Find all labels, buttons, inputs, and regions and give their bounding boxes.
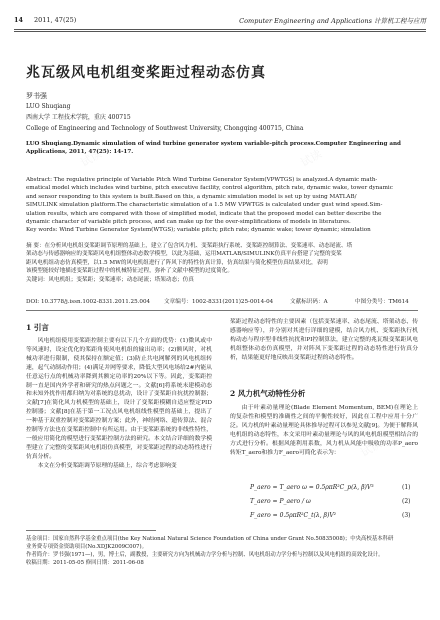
clc-number: 中图分类号：TM614 [355, 299, 409, 305]
equation: T_aero = P_aero / ω [250, 498, 311, 505]
author-en: LUO Shuqiang [26, 103, 71, 110]
abstract-cn-line: 距风电机组动态仿真模型，以1.5 MW的风电机组进行了阵风下的特性仿真计算，仿真结果与简化模型仿真结果对比，表明 [26, 259, 328, 266]
watermark: 试读 [298, 147, 325, 170]
footnote-line: 基金项目：国家自然科学基金重点项目(the Key National Natural Science Foundation of China under Grant No.50835008)；中央高校基本科研 [26, 536, 394, 542]
doi: DOI: 10.3778/j.issn.1002-8331.2011.25.004 [26, 299, 151, 305]
abstract-line: and sensor responding to this system is built.Based on this, a dynamic simulation model is set up by using MATLAB/ [26, 193, 357, 200]
abstract-cn-line: 摘 要：在分析风电机组变桨距调节原理的基础上，建立了包含风力机、变桨距执行系统、变桨距控制算法、变桨速率、动态尾流、塔 [26, 243, 353, 249]
affiliation-cn: 西南大学 工程技术学院，重庆 400715 [26, 114, 131, 121]
abstract-cn-line: 该模型能较好地描述变桨距过程中的机械特征过程，弥补了文献中模型的过度简化。 [26, 268, 233, 275]
section-title: 2 风力机气动特性分析 [230, 389, 306, 398]
affiliation-en: College of Engineering and Technology of Southwest University, Chongqing 400715, China [26, 125, 304, 132]
equation: F_aero = 0.5ρπR²C_t(λ, β)V² [250, 512, 337, 519]
paragraph: 桨距过程动态特性的主要因素（包括变桨速率、动态尾流、塔架动态、传感器响应等），并分别对其进行详细的建模，结合风力机、变桨距执行机构动态与程序型非线性抗扰和PI控制算法，建立完整的兆瓦级变桨距风电机组整体动态仿真模型，并对阵风下变桨距过程的动态特性进行仿真分析，结果能更好地反映出变桨距过程的动态特性。 [230, 319, 418, 361]
abstract-cn-line: 架动态与传感器响应的变桨距风电机组整体动态数学模型，以此为基础，运用MATLAB/SIMULINK仿真平台搭建了完整的变桨 [26, 251, 342, 258]
paragraph: 本文在分析变桨距调节原理的基础上，综合考虑影响变 [37, 462, 177, 469]
abstract-line: dynamic character of variable pitch process, and can make up for the over-simplifications of models in literatures. [26, 219, 351, 226]
citation-line: LUO Shuqiang.Dynamic simulation of wind turbine generator system variable-pitch process.Computer Engineering and [26, 141, 401, 147]
watermark: 试读 [178, 357, 205, 380]
equation-number: (3) [402, 512, 411, 519]
keywords-en: Key words: Wind Turbine Generator System(WTGS); variable pitch; pitch rate; dynamic wake; tower dynamic; simulation [26, 227, 371, 234]
header-rule [14, 29, 426, 30]
footnote-rule [26, 530, 156, 531]
abstract-cn [26, 242, 418, 284]
right-column-intro [230, 318, 418, 380]
issue-info: 2011, 47(25) [34, 16, 77, 24]
right-column-body [230, 404, 418, 476]
article-number: 文章编号：1002-8331(2011)25-0014-04 [164, 299, 274, 305]
abstract-line: Abstract: The regulative principle of Variable Pitch Wind Turbine Generator System(VPWTGS) is analyzed.A dynamic math- [26, 177, 378, 183]
abstract-line: ematical model which includes wind turbine, pitch executive facility, control algorithm, pitch rate, dynamic wake, tower dynamic [26, 185, 393, 192]
paragraph: 风电机组使用变桨距控制主要有以下几个方面的优势：(1)微风或中等风速时，设定优化的桨距角使风电机组的输出功率；(2)额风时，对机械功率进行限制，使其保持在额定值；(3)防止共电网解列的风电机组转速，起气动制动作用；(4)满足并网等要求，降低大型风电场给2#内能从任意运行点的机械功率降到其额定功率的20%以下等。因此，变桨距控制一直是国内外学者和研究的热点问题之一。文献[6]将系统未建模动态和未知外扰作用都归纳为对系统的总扰动，设计了变桨距自抗扰控制器；文献[7]在简化风力机模型的基础上，设计了变桨距模糊自适应整定PID控制器；文献[8]在基于第一工况点风电机组线性模型的基础上，提出了一种基于双重控制对变桨距控制方案；此外，神经网络、遗传算法、混合控制等方法也在变桨距控制中有所运用。由于变桨距系统的非线性特性，一般应用简化的模型进行变桨距控制方法的研究。本文结合详细的数学模型建立了完整的变桨距风电机组仿真模型，对变桨距过程的动态特性进行仿真分析。 [26, 338, 212, 460]
running-header [14, 16, 426, 28]
section-title: 1 引言 [26, 323, 49, 332]
equation-number: (2) [402, 498, 411, 505]
footnote-line: 业务费专项资金资助项目(No.XDJK2009C007)。 [26, 544, 147, 550]
keywords-cn: 关键词：风电机组；变桨距；变桨速率；动态尾流；塔架动态；仿真 [26, 276, 194, 283]
divider [26, 310, 418, 311]
abstract-line: SIMULINK simulation platform.The characteristic simulation of a 1.5 MW VPWTGS is calculated under gust wind speed.Sim- [26, 202, 383, 209]
header-rule-thin [14, 31, 426, 32]
page-number: 14 [14, 16, 24, 24]
footnote [26, 535, 418, 567]
footnote-line: 作者简介：罗书强(1971—)，男，博士后，副教授，主要研究方向为机械动力学分析与控制、风电机组动力学分析与控制以及风电机组的高效化设计。 [26, 552, 384, 558]
equation: P_aero = T_aero ω = 0.5ρπR²C_p(λ, β)V³ [250, 484, 374, 491]
journal-name: Computer Engineering and Applications 计算机工程与应用 [239, 17, 426, 25]
article-title: 兆瓦级风电机组变桨距过程动态仿真 [26, 65, 266, 81]
citation-line: Applications, 2011, 47(25): 14-17. [26, 149, 134, 156]
document-code: 文献标识码：A [290, 299, 328, 305]
abstract-en [26, 176, 418, 235]
footnote-line: 收稿日期：2011-05-05 修回日期：2011-06-08 [26, 560, 144, 566]
watermark: 试读 [358, 437, 385, 460]
equation-number: (1) [402, 484, 411, 491]
watermark: 试读 [78, 147, 105, 170]
paragraph: 由于叶素动量理论(Blade Element Momentum, BEM)在理论上的复杂性和模型的准确性之间的平衡性较好，因此在工程中应用十分广泛。风力机的叶素动量理论具体推导过程可以参见文献[9]。为便于解释风电机组的动态特性，本文采用叶素动量理论与风的风电机组模型相结合的方式进行分析。根据风能利用系数，风力机从风能中吸收的功率P_aero转矩T_aero和推力F_aero可简化表示为： [230, 405, 418, 456]
abstract-line: ulation results, which are compared with those of simplified model, indicate that the proposed model can better describe the [26, 210, 382, 217]
author-cn: 罗书强 [26, 92, 47, 100]
